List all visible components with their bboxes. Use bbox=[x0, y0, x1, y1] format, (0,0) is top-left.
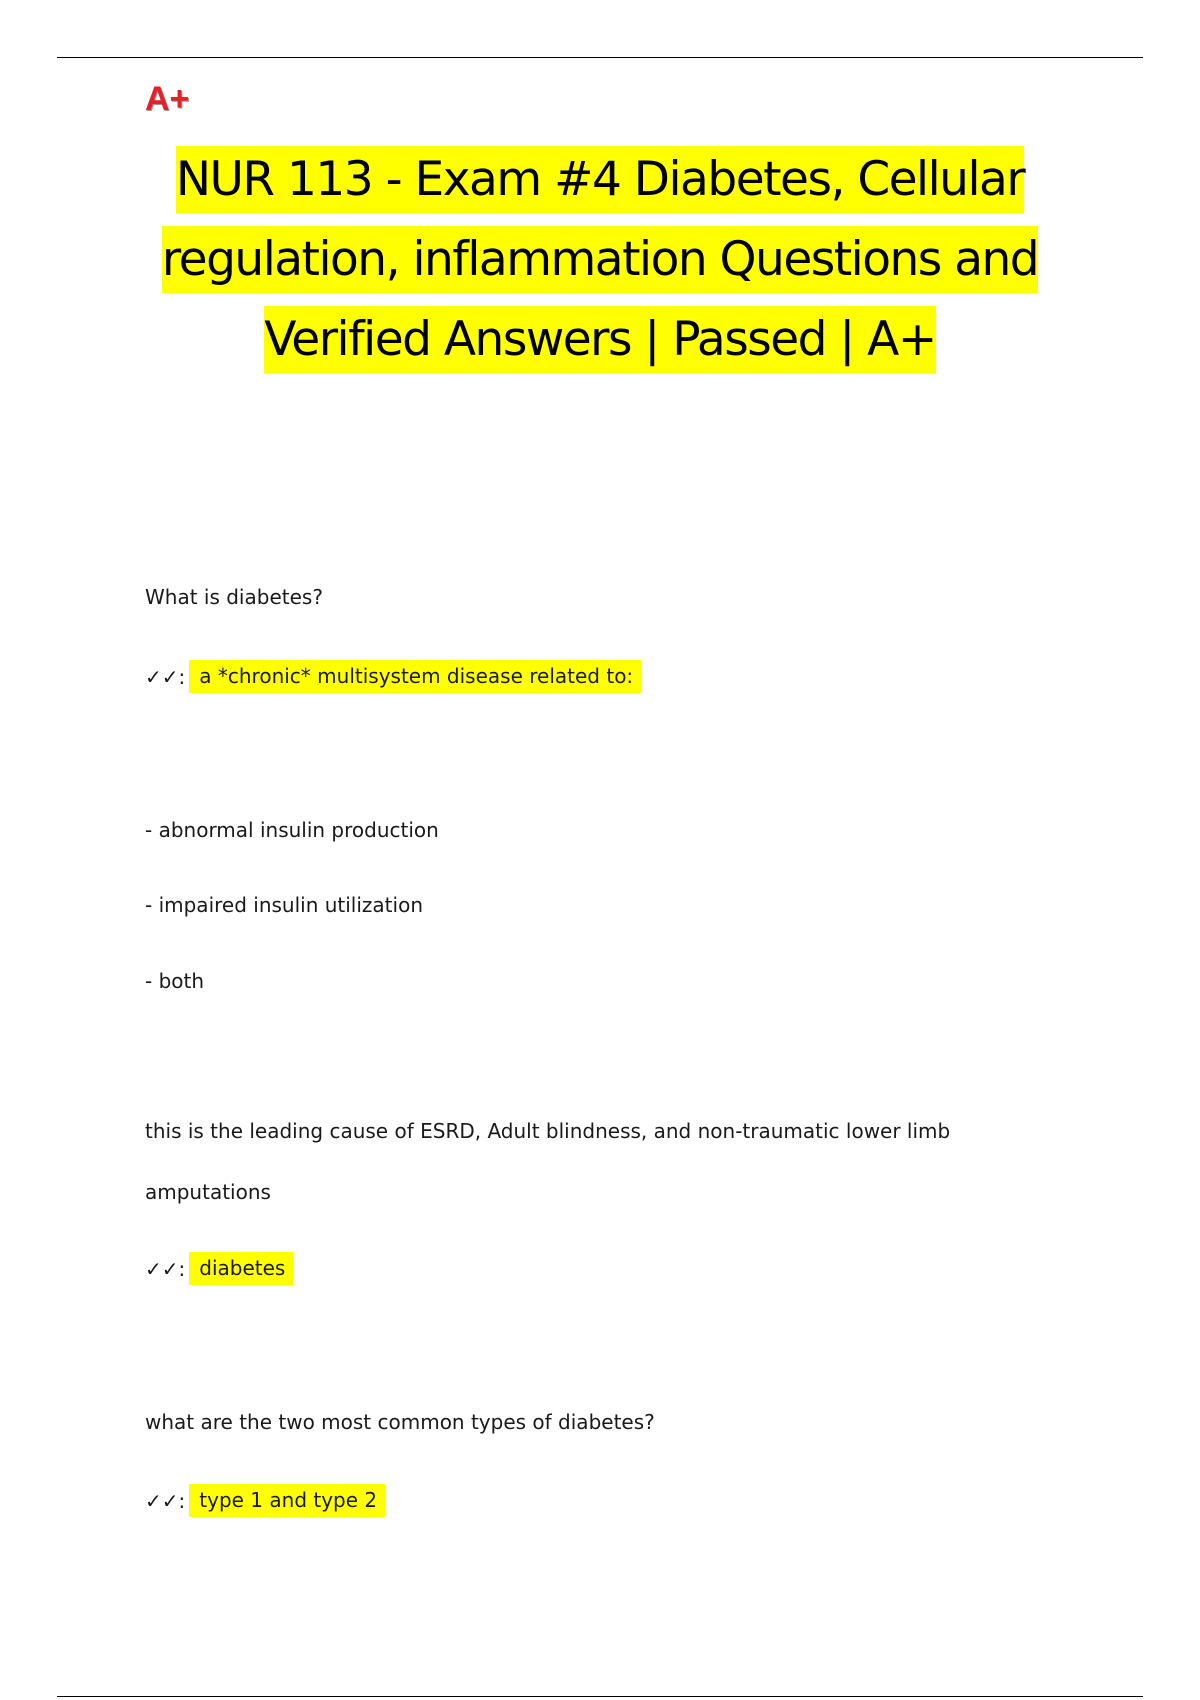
answer-1-detail-1: - abnormal insulin production bbox=[145, 818, 439, 842]
answer-2 bbox=[145, 1252, 293, 1285]
answer-1-text: a *chronic* multisystem disease related to: bbox=[189, 660, 641, 693]
title-line-2: regulation, inflammation Questions and bbox=[162, 226, 1038, 293]
check-icon: ✓✓: bbox=[145, 1488, 186, 1513]
question-2-line-2: amputations bbox=[145, 1180, 271, 1204]
answer-3 bbox=[145, 1484, 385, 1517]
question-2-line-1: this is the leading cause of ESRD, Adult blindness, and non-traumatic lower limb bbox=[145, 1119, 951, 1143]
grade-mark: A+ bbox=[145, 80, 190, 118]
top-rule bbox=[57, 57, 1143, 58]
title-line-1: NUR 113 - Exam #4 Diabetes, Cellular bbox=[176, 146, 1024, 213]
answer-1-detail-3: - both bbox=[145, 969, 205, 993]
check-icon: ✓✓: bbox=[145, 1256, 186, 1281]
question-3: what are the two most common types of diabetes? bbox=[145, 1410, 655, 1434]
question-1: What is diabetes? bbox=[145, 585, 323, 609]
check-icon: ✓✓: bbox=[145, 664, 186, 689]
bottom-rule bbox=[57, 1696, 1143, 1697]
answer-3-text: type 1 and type 2 bbox=[189, 1484, 385, 1517]
title-line-3: Verified Answers | Passed | A+ bbox=[264, 306, 935, 373]
answer-1-detail-2: - impaired insulin utilization bbox=[145, 893, 423, 917]
answer-1 bbox=[145, 660, 641, 693]
answer-2-text: diabetes bbox=[189, 1252, 293, 1285]
document-title bbox=[100, 140, 1100, 380]
